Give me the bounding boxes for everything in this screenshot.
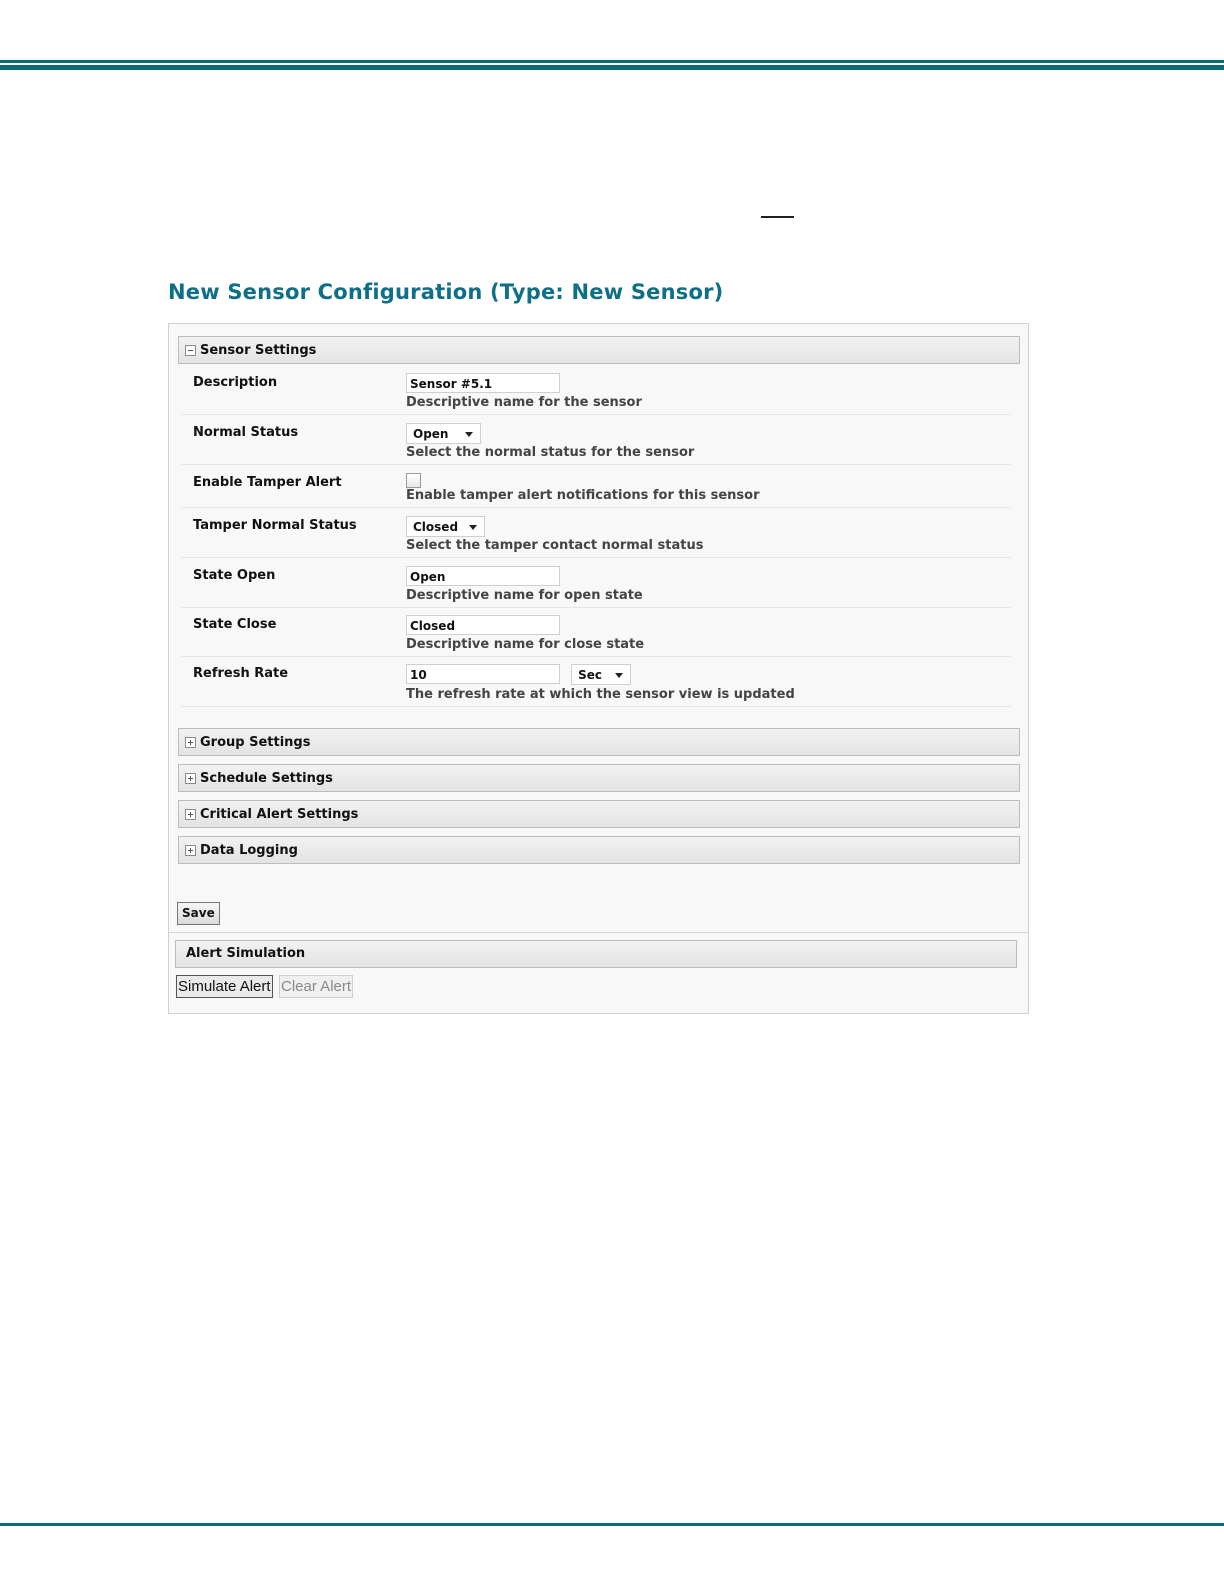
footer-rule bbox=[0, 1523, 1224, 1526]
section-title: Critical Alert Settings bbox=[200, 806, 359, 822]
field-help: Select the tamper contact normal status bbox=[406, 538, 704, 553]
normal-status-select[interactable] bbox=[406, 423, 481, 444]
field-label: Description bbox=[193, 375, 278, 390]
field-label: Normal Status bbox=[193, 425, 299, 440]
chevron-down-icon bbox=[465, 432, 473, 437]
field-label: Enable Tamper Alert bbox=[193, 475, 342, 490]
select-value: Closed bbox=[413, 520, 459, 534]
field-label: State Close bbox=[193, 617, 277, 632]
field-help: Descriptive name for open state bbox=[406, 588, 643, 603]
section-title: Data Logging bbox=[200, 842, 298, 858]
save-button[interactable]: Save bbox=[177, 902, 220, 925]
sensor-config-panel bbox=[168, 323, 1029, 1014]
expand-plus-icon[interactable] bbox=[185, 773, 196, 784]
section-header-data-logging[interactable] bbox=[178, 836, 1020, 864]
section-title: Group Settings bbox=[200, 734, 311, 750]
field-row-tamper-normal-status bbox=[181, 508, 1011, 558]
field-row-enable-tamper-alert bbox=[181, 465, 1011, 508]
collapse-minus-icon[interactable] bbox=[185, 345, 196, 356]
field-row-state-open bbox=[181, 558, 1011, 608]
section-header-sensor-settings[interactable] bbox=[178, 336, 1020, 364]
section-header-critical-alert-settings[interactable] bbox=[178, 800, 1020, 828]
select-value: Open bbox=[413, 427, 449, 441]
tamper-normal-status-select[interactable] bbox=[406, 516, 485, 537]
expand-plus-icon[interactable] bbox=[185, 845, 196, 856]
field-label: Tamper Normal Status bbox=[193, 518, 357, 533]
field-row-refresh-rate bbox=[181, 656, 1011, 707]
field-help: The refresh rate at which the sensor view is updated bbox=[406, 687, 795, 702]
header-rule bbox=[0, 60, 1224, 70]
expand-plus-icon[interactable] bbox=[185, 809, 196, 820]
chevron-down-icon bbox=[469, 525, 477, 530]
field-row-normal-status bbox=[181, 415, 1011, 465]
refresh-rate-input[interactable]: 10 bbox=[406, 664, 560, 684]
decorative-dash bbox=[761, 216, 794, 218]
divider bbox=[169, 932, 1028, 933]
state-open-input[interactable]: Open bbox=[406, 566, 560, 586]
expand-plus-icon[interactable] bbox=[185, 737, 196, 748]
field-help: Select the normal status for the sensor bbox=[406, 445, 695, 460]
clear-alert-button[interactable]: Clear Alert bbox=[279, 975, 353, 998]
alert-simulation-header: Alert Simulation bbox=[175, 940, 1017, 968]
section-title: Sensor Settings bbox=[200, 342, 317, 358]
field-label: State Open bbox=[193, 568, 276, 583]
refresh-rate-unit-select[interactable] bbox=[571, 664, 631, 685]
field-row-description bbox=[181, 365, 1011, 415]
section-header-group-settings[interactable] bbox=[178, 728, 1020, 756]
section-header-schedule-settings[interactable] bbox=[178, 764, 1020, 792]
description-input[interactable]: Sensor #5.1 bbox=[406, 373, 560, 393]
field-help: Enable tamper alert notifications for this sensor bbox=[406, 488, 760, 503]
field-help: Descriptive name for the sensor bbox=[406, 395, 642, 410]
field-help: Descriptive name for close state bbox=[406, 637, 645, 652]
chevron-down-icon bbox=[615, 673, 623, 678]
field-label: Refresh Rate bbox=[193, 666, 289, 681]
simulate-alert-button[interactable]: Simulate Alert bbox=[176, 975, 273, 998]
state-close-input[interactable]: Closed bbox=[406, 615, 560, 635]
enable-tamper-alert-checkbox[interactable] bbox=[406, 473, 421, 488]
page-title: New Sensor Configuration (Type: New Sensor) bbox=[168, 280, 724, 304]
field-row-state-close bbox=[181, 607, 1011, 657]
select-value: Sec bbox=[578, 668, 602, 682]
section-title: Schedule Settings bbox=[200, 770, 333, 786]
